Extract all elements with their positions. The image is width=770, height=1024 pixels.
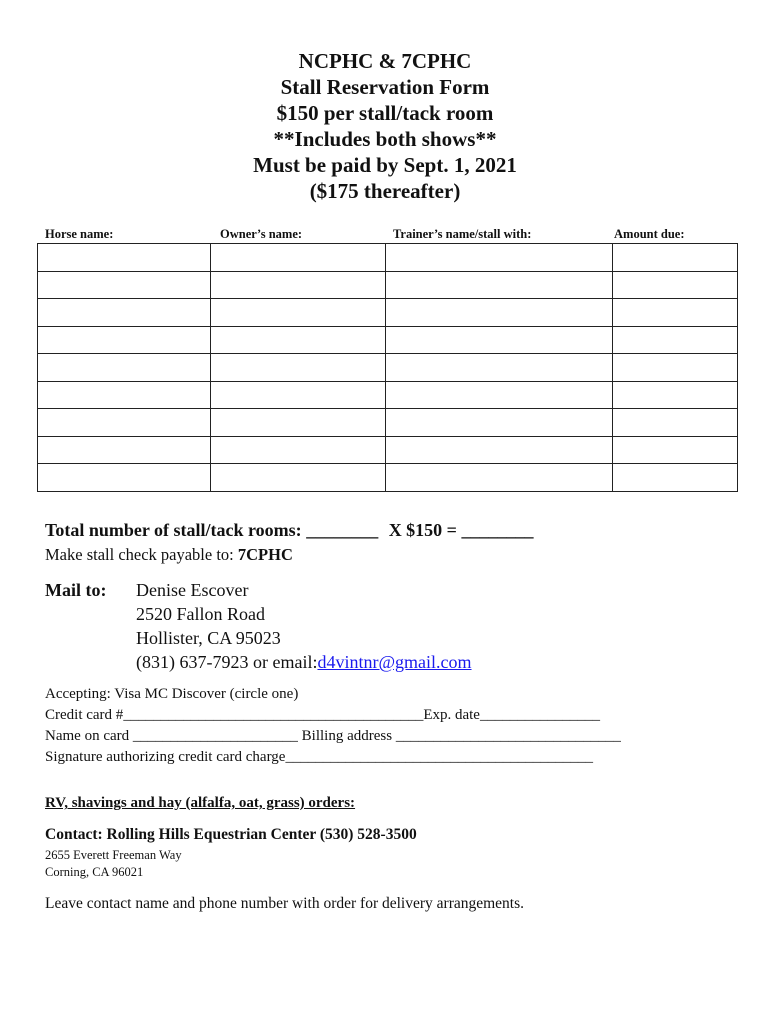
card-number-blank[interactable]: ________________________________________ bbox=[123, 707, 424, 723]
email-link[interactable]: d4vintnr@gmail.com bbox=[317, 652, 472, 672]
table-cell[interactable] bbox=[386, 299, 613, 327]
table-cell[interactable] bbox=[386, 464, 613, 492]
total-amount-blank[interactable]: ________ bbox=[461, 520, 534, 540]
table-cell[interactable] bbox=[613, 354, 738, 382]
table-cell[interactable] bbox=[211, 299, 386, 327]
total-multiplier: X $150 = bbox=[388, 520, 457, 540]
table-cell[interactable] bbox=[211, 271, 386, 299]
rv-orders-heading: RV, shavings and hay (alfalfa, oat, grass) orders: bbox=[45, 795, 356, 811]
table-cell[interactable] bbox=[38, 436, 211, 464]
title-line: **Includes both shows** bbox=[273, 127, 497, 151]
title-line: ($175 thereafter) bbox=[309, 179, 461, 203]
signature-label: Signature authorizing credit card charge bbox=[45, 749, 286, 765]
rv-contact: Contact: Rolling Hills Equestrian Center (530) 528-3500 bbox=[45, 826, 417, 843]
credit-card-line bbox=[45, 707, 600, 724]
mail-to-label: Mail to: bbox=[45, 580, 107, 600]
delivery-note: Leave contact name and phone number with order for delivery arrangements. bbox=[45, 895, 525, 912]
table-row bbox=[38, 299, 738, 327]
header-trainer-name: Trainer’s name/stall with: bbox=[393, 227, 532, 241]
table-cell[interactable] bbox=[211, 244, 386, 272]
table-cell[interactable] bbox=[38, 244, 211, 272]
table-cell[interactable] bbox=[613, 244, 738, 272]
payee-name: 7CPHC bbox=[237, 545, 293, 564]
billing-address-blank[interactable]: ______________________________ bbox=[395, 728, 621, 744]
table-cell[interactable] bbox=[386, 244, 613, 272]
billing-address-label: Billing address bbox=[301, 728, 393, 744]
total-stalls-line bbox=[45, 520, 533, 541]
table-cell[interactable] bbox=[386, 326, 613, 354]
table-cell[interactable] bbox=[613, 409, 738, 437]
table-row bbox=[38, 409, 738, 437]
mail-street: 2520 Fallon Road bbox=[136, 604, 265, 624]
table-row bbox=[38, 326, 738, 354]
table-row bbox=[38, 436, 738, 464]
mail-city: Hollister, CA 95023 bbox=[136, 628, 281, 648]
title-line: Stall Reservation Form bbox=[280, 75, 490, 99]
title-line: Must be paid by Sept. 1, 2021 bbox=[253, 153, 517, 177]
table-cell[interactable] bbox=[211, 409, 386, 437]
signature-line bbox=[45, 749, 593, 766]
table-cell[interactable] bbox=[613, 464, 738, 492]
payable-label: Make stall check payable to: bbox=[45, 545, 234, 564]
table-row bbox=[38, 464, 738, 492]
reservation-table bbox=[37, 243, 738, 492]
table-cell[interactable] bbox=[211, 326, 386, 354]
table-cell[interactable] bbox=[613, 299, 738, 327]
name-billing-line bbox=[45, 728, 621, 745]
table-cell[interactable] bbox=[386, 436, 613, 464]
header-owner-name: Owner’s name: bbox=[220, 227, 303, 241]
table-row bbox=[38, 381, 738, 409]
exp-label: Exp. date bbox=[423, 707, 480, 723]
table-cell[interactable] bbox=[386, 409, 613, 437]
table-row bbox=[38, 354, 738, 382]
table-cell[interactable] bbox=[38, 354, 211, 382]
table-cell[interactable] bbox=[38, 326, 211, 354]
table-row bbox=[38, 244, 738, 272]
table-cell[interactable] bbox=[211, 381, 386, 409]
exp-date-blank[interactable]: ________________ bbox=[479, 707, 600, 723]
table-cell[interactable] bbox=[38, 381, 211, 409]
table-cell[interactable] bbox=[38, 299, 211, 327]
table-cell[interactable] bbox=[211, 464, 386, 492]
card-label: Credit card # bbox=[45, 707, 124, 723]
payable-line bbox=[45, 545, 293, 565]
table-cell[interactable] bbox=[613, 326, 738, 354]
table-cell[interactable] bbox=[613, 381, 738, 409]
table-cell[interactable] bbox=[613, 436, 738, 464]
table-cell[interactable] bbox=[38, 409, 211, 437]
title-line: $150 per stall/tack room bbox=[276, 101, 494, 125]
table-cell[interactable] bbox=[386, 354, 613, 382]
signature-blank[interactable]: _________________________________________ bbox=[285, 749, 593, 765]
table-cell[interactable] bbox=[386, 381, 613, 409]
header-amount-due: Amount due: bbox=[614, 227, 685, 241]
table-cell[interactable] bbox=[211, 354, 386, 382]
table-cell[interactable] bbox=[211, 436, 386, 464]
mail-name: Denise Escover bbox=[136, 580, 249, 600]
mail-contact-line bbox=[136, 652, 472, 673]
table-cell[interactable] bbox=[613, 271, 738, 299]
table-cell[interactable] bbox=[38, 464, 211, 492]
total-label: Total number of stall/tack rooms: bbox=[45, 520, 302, 540]
form-title bbox=[0, 48, 770, 204]
table-cell[interactable] bbox=[386, 271, 613, 299]
accepting-cards: Accepting: Visa MC Discover (circle one) bbox=[45, 686, 299, 702]
name-on-card-blank[interactable]: ______________________ bbox=[132, 728, 298, 744]
table-cell[interactable] bbox=[38, 271, 211, 299]
title-line: NCPHC & 7CPHC bbox=[298, 49, 472, 73]
mail-phone: (831) 637-7923 or email: bbox=[136, 652, 318, 672]
rv-street: 2655 Everett Freeman Way bbox=[45, 848, 182, 862]
name-on-card-label: Name on card bbox=[45, 728, 130, 744]
table-row bbox=[38, 271, 738, 299]
rv-city: Corning, CA 96021 bbox=[45, 865, 144, 879]
total-blank[interactable]: ________ bbox=[306, 520, 379, 540]
header-horse-name: Horse name: bbox=[45, 227, 114, 241]
